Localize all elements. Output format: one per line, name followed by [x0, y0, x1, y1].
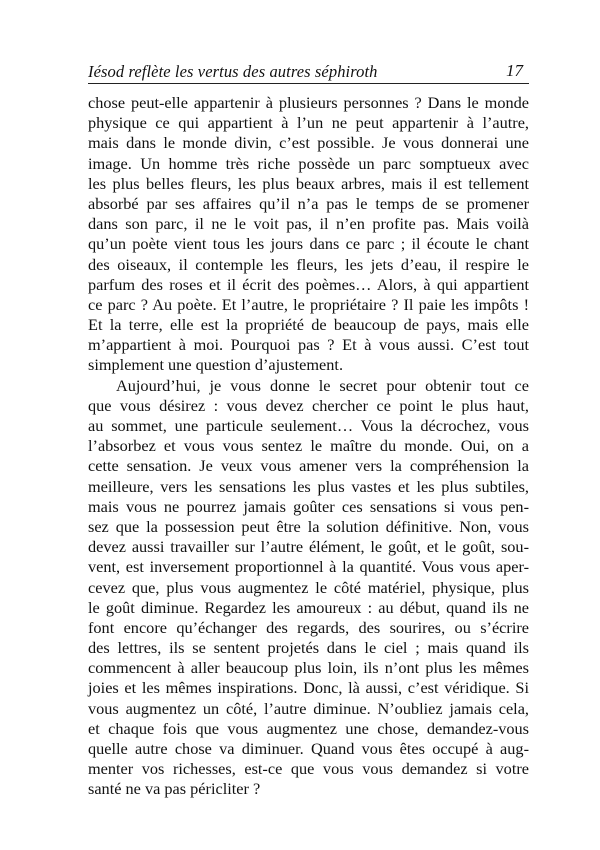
paragraph-2 — [88, 376, 529, 800]
text-line: dans son parc, il ne le voit pas, il n’en profite pas. Mais voilà — [88, 214, 529, 234]
text-line: vent, est inversement proportionnel à la quantité. Vous vous aper- — [88, 557, 529, 577]
text-line: font encore qu’échanger des regards, des sourires, ou s’écrire — [88, 617, 529, 637]
text-line: l’absorbez et vous vous sentez le maître du monde. Oui, on a — [88, 436, 529, 456]
body-text — [88, 93, 529, 800]
text-line: ce parc ? Au poète. Et l’autre, le propriétaire ? Il paie les impôts ! — [88, 294, 529, 314]
text-line: et chaque fois que vous augmentez une chose, demandez-vous — [88, 718, 529, 738]
text-line: des oiseaux, il contemple les fleurs, les jets d’eau, il respire le — [88, 254, 529, 274]
text-line: au sommet, une particule seulement… Vous la décrochez, vous — [88, 416, 529, 435]
text-line: joies et les mêmes inspirations. Donc, là aussi, c’est véridique. Si — [88, 678, 529, 698]
page-number: 17 — [506, 61, 523, 80]
text-line: qu’un poète vient tous les jours dans ce parc ; il écoute le chant — [88, 234, 529, 254]
text-line: simplement une question d’ajustement. — [88, 355, 344, 375]
text-line: absorbé par ses affaires qu’il n’a pas le temps de se promener — [88, 193, 529, 213]
text-line: physique ce qui appartient à l’un ne peut appartenir à l’autre, — [88, 113, 529, 133]
text-line: sez que la possession peut être la solution définitive. Non, vous — [88, 516, 529, 536]
text-line: meilleure, vers les sensations les plus vastes et les plus subtiles, — [88, 476, 529, 496]
header-rule — [88, 83, 529, 84]
text-line: cevez que, plus vous augmentez le côté matériel, physique, plus — [88, 577, 529, 597]
text-line: mais dans le monde divin, c’est possible. Je vous donnerai une — [88, 133, 529, 153]
text-line: devez aussi travailler sur l’autre élément, le goût, et le goût, sou- — [88, 537, 529, 557]
text-line: les plus belles fleurs, les plus beaux arbres, mais il est tellement — [88, 173, 529, 193]
text-line: santé ne va pas péricliter ? — [88, 779, 261, 799]
text-line: le goût diminue. Regardez les amoureux : au début, quand ils ne — [88, 597, 529, 617]
text-line: parfum des roses et il écrit des poèmes… Alors, à qui appartient — [88, 274, 529, 294]
running-header-title: Iésod reflète les vertus des autres séphiroth — [88, 62, 378, 81]
text-line: des lettres, ils se sentent projetés dans le ciel ; mais quand ils — [88, 638, 529, 658]
text-line: quelle autre chose va diminuer. Quand vous êtes occupé à aug- — [88, 739, 529, 758]
text-line: m’appartient à moi. Pourquoi pas ? Et à vous aussi. C’est tout — [88, 335, 529, 355]
text-line: que vous désirez : vous devez chercher ce point le plus haut, — [88, 395, 529, 415]
paragraph-1 — [88, 93, 529, 376]
text-line: image. Un homme très riche possède un parc somptueux avec — [88, 153, 529, 173]
text-line: Aujourd’hui, je vous donne le secret pour obtenir tout ce — [116, 375, 529, 395]
text-line: mais vous ne pourrez jamais goûter ces sensations si vous pen- — [88, 496, 529, 516]
text-line: commencent à aller beaucoup plus loin, ils n’ont plus les mêmes — [88, 658, 529, 678]
text-line: Et la terre, elle est la propriété de beaucoup de pays, mais elle — [88, 315, 529, 335]
text-line: menter vos richesses, est-ce que vous vous demandez si votre — [88, 759, 529, 779]
text-line: cette sensation. Je veux vous amener vers la compréhension la — [88, 456, 529, 476]
text-line: chose peut-elle appartenir à plusieurs personnes ? Dans le monde — [88, 93, 529, 112]
text-line: vous augmentez un côté, l’autre diminue. N’oubliez jamais cela, — [88, 698, 529, 718]
